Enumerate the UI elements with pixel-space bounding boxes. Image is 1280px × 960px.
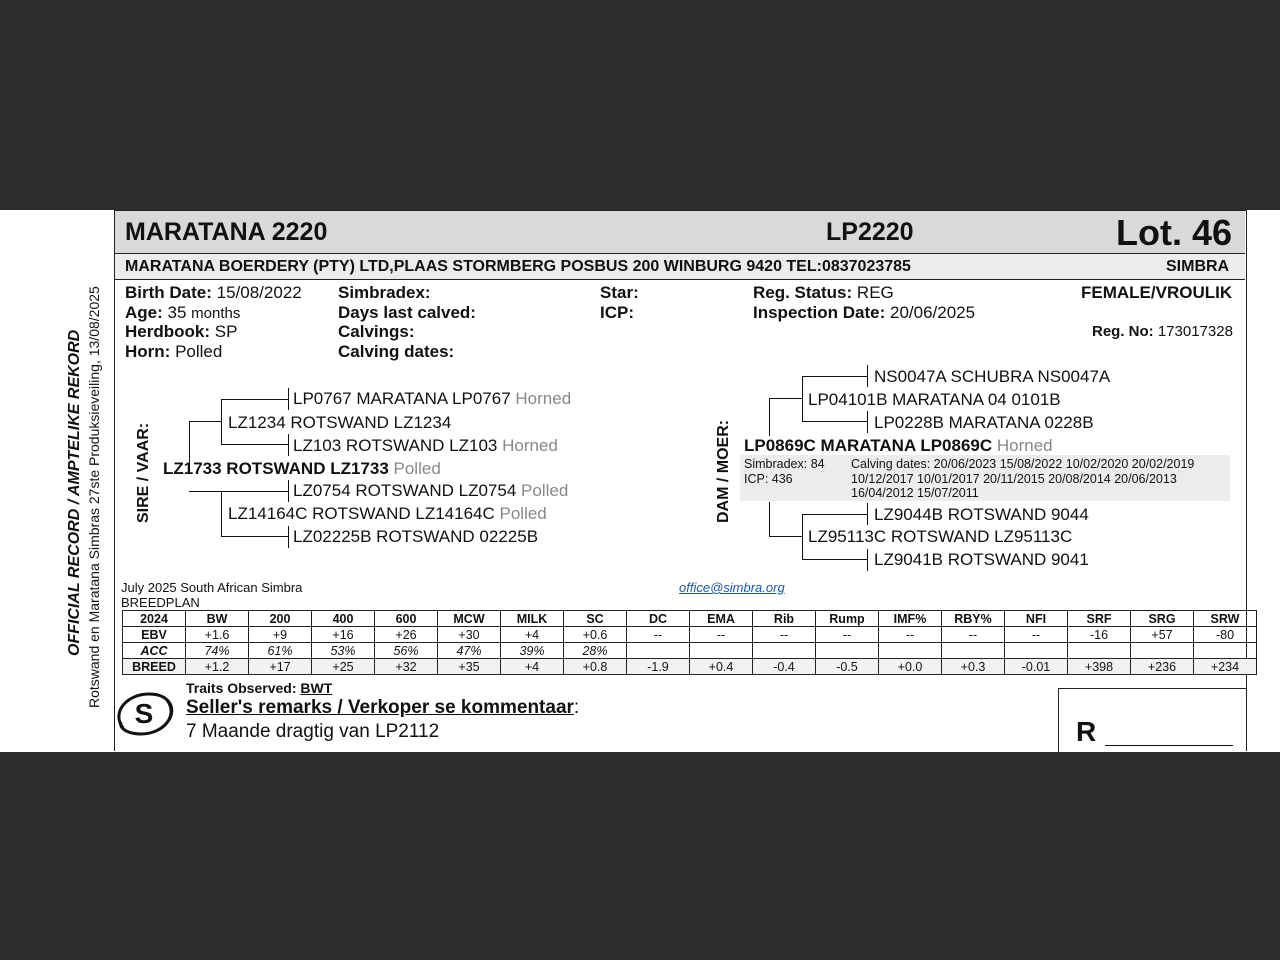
icp-label: ICP: bbox=[600, 303, 634, 322]
price-field[interactable] bbox=[1105, 745, 1233, 746]
calving-dates-label: Calving dates: bbox=[338, 342, 455, 361]
ebv-cell: +17 bbox=[249, 659, 312, 675]
official-record-label: OFFICIAL RECORD / AMPTELIKE REKORD bbox=[66, 329, 83, 656]
animal-name: MARATANA 2220 bbox=[125, 218, 328, 246]
ebv-cell: 56% bbox=[375, 643, 438, 659]
ebv-header-cell: RBY% bbox=[942, 611, 1005, 627]
age: Age: 35 months bbox=[125, 303, 241, 322]
ebv-cell: -1.9 bbox=[627, 659, 690, 675]
sire-label: SIRE / VAAR: bbox=[135, 422, 152, 523]
ebv-header-cell: SRF bbox=[1068, 611, 1131, 627]
email-link[interactable]: office@simbra.org bbox=[679, 580, 785, 595]
ebv-source-1: July 2025 South African Simbra bbox=[121, 580, 303, 595]
dam-icp: ICP: 436 bbox=[744, 472, 793, 486]
ebv-cell: -0.01 bbox=[1005, 659, 1068, 675]
ebv-cell: BREED bbox=[123, 659, 186, 675]
ebv-cell: +0.8 bbox=[564, 659, 627, 675]
dam-dam: LZ95113C ROTSWAND LZ95113C bbox=[808, 527, 1073, 546]
ebv-cell bbox=[690, 643, 753, 659]
ebv-cell: +35 bbox=[438, 659, 501, 675]
simbradex-label: Simbradex: bbox=[338, 283, 431, 302]
dam: LP0869C MARATANA LP0869C Horned bbox=[744, 436, 1053, 455]
ebv-cell: -0.5 bbox=[816, 659, 879, 675]
ebv-cell bbox=[1068, 643, 1131, 659]
price-label: R bbox=[1076, 716, 1097, 747]
remarks-title: Seller's remarks / Verkoper se kommentaar: bbox=[186, 697, 580, 718]
ebv-cell: -0.4 bbox=[753, 659, 816, 675]
inspection-date: Inspection Date: 20/06/2025 bbox=[753, 303, 976, 322]
ebv-header-cell: 400 bbox=[312, 611, 375, 627]
ebv-cell: +1.6 bbox=[186, 627, 249, 643]
ebv-header-cell: Rump bbox=[816, 611, 879, 627]
calvings-label: Calvings: bbox=[338, 322, 415, 341]
horn: Horn: Polled bbox=[125, 342, 223, 361]
sire-sire: LZ1234 ROTSWAND LZ1234 bbox=[228, 413, 452, 432]
ebv-cell: +4 bbox=[501, 659, 564, 675]
ebv-cell: 47% bbox=[438, 643, 501, 659]
ebv-cell: -- bbox=[753, 627, 816, 643]
ebv-cell: +32 bbox=[375, 659, 438, 675]
remarks-text: 7 Maande dragtig van LP2112 bbox=[186, 721, 440, 742]
ebv-cell: +0.6 bbox=[564, 627, 627, 643]
ebv-cell: +398 bbox=[1068, 659, 1131, 675]
ebv-header-cell: SRG bbox=[1131, 611, 1194, 627]
ebv-header-cell: 200 bbox=[249, 611, 312, 627]
ebv-header-cell: MCW bbox=[438, 611, 501, 627]
traits-observed: Traits Observed: BWT bbox=[186, 680, 333, 696]
ebv-cell: +57 bbox=[1131, 627, 1194, 643]
ebv-cell: -- bbox=[942, 627, 1005, 643]
ebv-cell: -- bbox=[1005, 627, 1068, 643]
dam-label: DAM / MOER: bbox=[715, 419, 732, 523]
ebv-cell: EBV bbox=[123, 627, 186, 643]
dam-dam-sire: LZ9044B ROTSWAND 9044 bbox=[874, 505, 1089, 524]
ebv-cell: -80 bbox=[1194, 627, 1257, 643]
ebv-cell bbox=[1194, 643, 1257, 659]
ebv-cell: +1.2 bbox=[186, 659, 249, 675]
ebv-cell bbox=[1005, 643, 1068, 659]
ebv-header-cell: IMF% bbox=[879, 611, 942, 627]
lot-card bbox=[0, 210, 1280, 752]
star-label: Star: bbox=[600, 283, 639, 302]
ebv-header-cell: 2024 bbox=[123, 611, 186, 627]
ebv-header-cell: DC bbox=[627, 611, 690, 627]
ebv-header-cell: NFI bbox=[1005, 611, 1068, 627]
ebv-cell: -- bbox=[627, 627, 690, 643]
ebv-cell bbox=[1131, 643, 1194, 659]
ebv-cell: +0.0 bbox=[879, 659, 942, 675]
ebv-cell: -- bbox=[816, 627, 879, 643]
ebv-cell bbox=[627, 643, 690, 659]
ebv-cell bbox=[753, 643, 816, 659]
sire-dam: LZ14164C ROTSWAND LZ14164C Polled bbox=[228, 504, 547, 523]
ebv-cell: ACC bbox=[123, 643, 186, 659]
dam-sire-dam: LP0228B MARATANA 0228B bbox=[874, 413, 1094, 432]
ebv-header-cell: 600 bbox=[375, 611, 438, 627]
ebv-source-2: BREEDPLAN bbox=[121, 595, 200, 610]
ebv-cell bbox=[816, 643, 879, 659]
ebv-cell: +25 bbox=[312, 659, 375, 675]
dam-calving-dates-3: 16/04/2012 15/07/2011 bbox=[851, 486, 979, 500]
acc-row bbox=[123, 643, 1257, 659]
ebv-header-row bbox=[123, 611, 1257, 627]
ebv-cell: -- bbox=[879, 627, 942, 643]
ebv-cell: +9 bbox=[249, 627, 312, 643]
ebv-row bbox=[123, 627, 1257, 643]
ebv-table bbox=[122, 610, 1257, 675]
ebv-cell bbox=[942, 643, 1005, 659]
ebv-cell: +30 bbox=[438, 627, 501, 643]
animal-id: LP2220 bbox=[826, 218, 914, 246]
dam-calving-dates-2: 10/12/2017 10/01/2017 20/11/2015 20/08/2014 20/06/2013 bbox=[851, 472, 1177, 486]
lot-number: Lot. 46 bbox=[1116, 212, 1233, 253]
ebv-cell bbox=[879, 643, 942, 659]
ebv-header-cell: Rib bbox=[753, 611, 816, 627]
svg-text:S: S bbox=[134, 698, 154, 729]
ebv-cell: 28% bbox=[564, 643, 627, 659]
sex: FEMALE/VROULIK bbox=[1081, 283, 1233, 302]
sale-label: Rotswand en Maratana Simbras 27ste Produksieveiling, 13/08/2025 bbox=[86, 286, 102, 708]
ebv-cell: 74% bbox=[186, 643, 249, 659]
sire-dam-sire: LZ0754 ROTSWAND LZ0754 Polled bbox=[293, 481, 569, 500]
ebv-header-cell: EMA bbox=[690, 611, 753, 627]
ebv-cell: +0.4 bbox=[690, 659, 753, 675]
dam-simbradex: Simbradex: 84 bbox=[744, 457, 825, 471]
ebv-cell: 53% bbox=[312, 643, 375, 659]
ebv-cell: +4 bbox=[501, 627, 564, 643]
ebv-header-cell: MILK bbox=[501, 611, 564, 627]
ebv-cell: +236 bbox=[1131, 659, 1194, 675]
ebv-header-cell: SC bbox=[564, 611, 627, 627]
reg-status: Reg. Status: REG bbox=[753, 283, 894, 302]
ebv-cell: +0.3 bbox=[942, 659, 1005, 675]
ebv-header-cell: SRW bbox=[1194, 611, 1257, 627]
dam-sire-sire: NS0047A SCHUBRA NS0047A bbox=[874, 367, 1111, 386]
herdbook: Herdbook: SP bbox=[125, 322, 238, 341]
breeder-info: MARATANA BOERDERY (PTY) LTD,PLAAS STORMBERG POSBUS 200 WINBURG 9420 TEL:0837023785 bbox=[125, 258, 911, 275]
dam-calving-dates-1: Calving dates: 20/06/2023 15/08/2022 10/02/2020 20/02/2019 bbox=[851, 457, 1195, 471]
sire-dam-dam: LZ02225B ROTSWAND 02225B bbox=[293, 527, 539, 546]
ebv-cell: +234 bbox=[1194, 659, 1257, 675]
simbra-logo bbox=[115, 688, 175, 740]
ebv-cell: 39% bbox=[501, 643, 564, 659]
birth-date: Birth Date: 15/08/2022 bbox=[125, 283, 302, 302]
breed: SIMBRA bbox=[1166, 258, 1230, 275]
sire-sire-dam: LZ103 ROTSWAND LZ103 Horned bbox=[293, 436, 558, 455]
sire-sire-sire: LP0767 MARATANA LP0767 Horned bbox=[293, 389, 572, 408]
dam-dam-dam: LZ9041B ROTSWAND 9041 bbox=[874, 550, 1089, 569]
ebv-cell: +26 bbox=[375, 627, 438, 643]
ebv-cell: +16 bbox=[312, 627, 375, 643]
dam-sire: LP04101B MARATANA 04 0101B bbox=[808, 390, 1061, 409]
breed-row bbox=[123, 659, 1257, 675]
ebv-cell: 61% bbox=[249, 643, 312, 659]
reg-no: Reg. No: 173017328 bbox=[1092, 323, 1233, 340]
days-last-calved-label: Days last calved: bbox=[338, 303, 476, 322]
ebv-cell: -16 bbox=[1068, 627, 1131, 643]
ebv-header-cell: BW bbox=[186, 611, 249, 627]
sire: LZ1733 ROTSWAND LZ1733 Polled bbox=[163, 459, 441, 478]
ebv-cell: -- bbox=[690, 627, 753, 643]
